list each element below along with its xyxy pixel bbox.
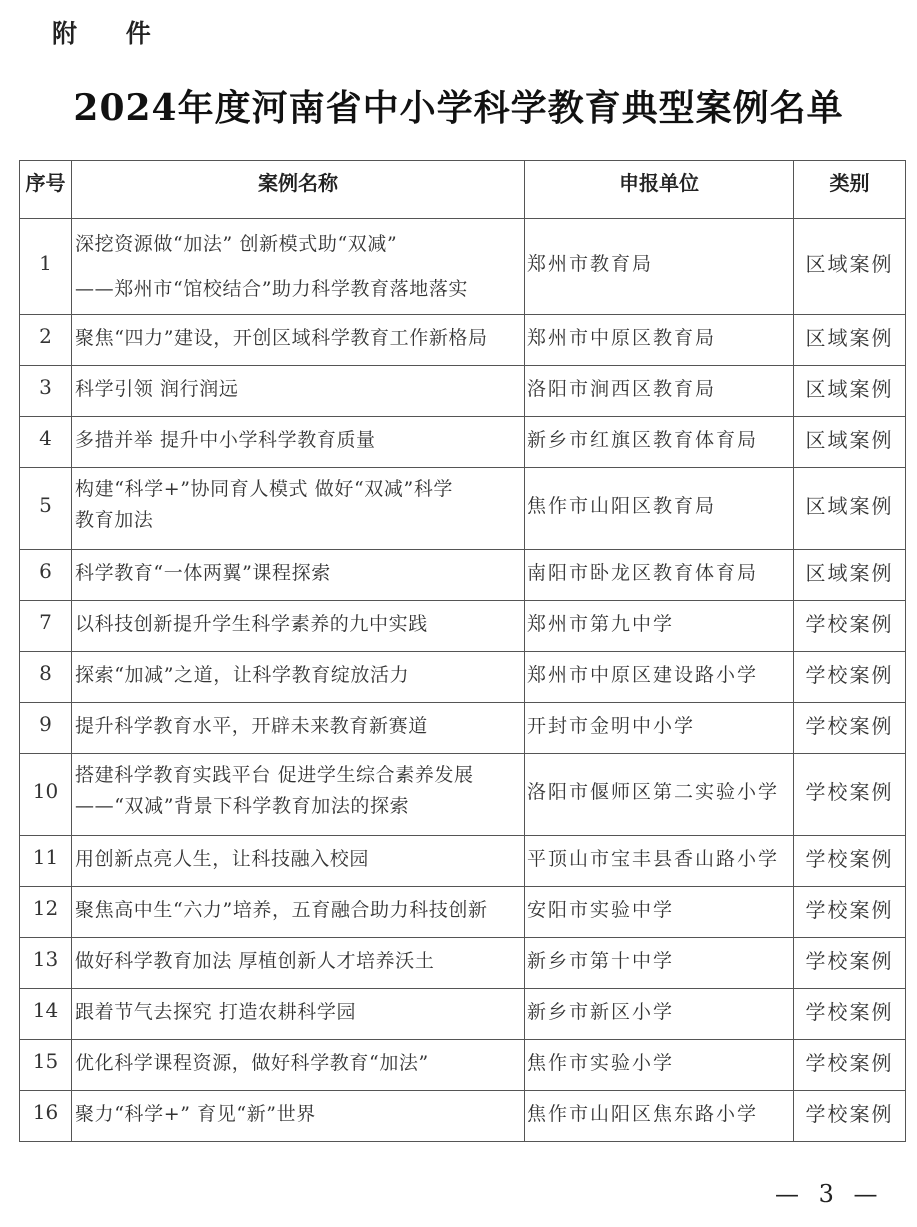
- applicant-unit: 平顶山市宝丰县香山路小学: [525, 836, 794, 887]
- attachment-label: 附 件: [52, 19, 171, 48]
- case-category: 学校案例: [794, 703, 906, 754]
- applicant-unit: 洛阳市偃师区第二实验小学: [525, 754, 794, 836]
- case-name-line: 做好科学教育加法 厚植创新人才培养沃土: [75, 949, 435, 972]
- table-row: [20, 315, 906, 366]
- applicant-unit: 焦作市山阳区焦东路小学: [525, 1091, 794, 1142]
- row-number: 12: [20, 887, 72, 938]
- row-number: 8: [20, 652, 72, 703]
- case-name: [72, 652, 525, 703]
- case-name: [72, 836, 525, 887]
- table-row: [20, 836, 906, 887]
- table-row: [20, 754, 906, 836]
- case-name: [72, 754, 525, 836]
- case-name: [72, 703, 525, 754]
- case-category: 区域案例: [794, 219, 906, 315]
- case-name: [72, 938, 525, 989]
- table-row: [20, 1091, 906, 1142]
- case-name: [72, 219, 525, 315]
- case-name-line: 聚焦高中生“六力”培养，五育融合助力科技创新: [75, 898, 488, 921]
- row-number: 2: [20, 315, 72, 366]
- row-number: 5: [20, 468, 72, 550]
- case-category: 区域案例: [794, 315, 906, 366]
- case-category: 学校案例: [794, 836, 906, 887]
- row-number: 10: [20, 754, 72, 836]
- case-category: 学校案例: [794, 887, 906, 938]
- case-name: [72, 887, 525, 938]
- applicant-unit: 新乡市新区小学: [525, 989, 794, 1040]
- row-number: 3: [20, 366, 72, 417]
- case-category: 学校案例: [794, 601, 906, 652]
- table-row: [20, 366, 906, 417]
- row-number: 11: [20, 836, 72, 887]
- applicant-unit: 安阳市实验中学: [525, 887, 794, 938]
- case-name: [72, 315, 525, 366]
- row-number: 16: [20, 1091, 72, 1142]
- case-name-line: 以科技创新提升学生科学素养的九中实践: [75, 612, 428, 635]
- case-name: [72, 989, 525, 1040]
- applicant-unit: 郑州市中原区教育局: [525, 315, 794, 366]
- case-category: 区域案例: [794, 417, 906, 468]
- table-row: [20, 1040, 906, 1091]
- case-category: 区域案例: [794, 550, 906, 601]
- applicant-unit: 南阳市卧龙区教育体育局: [525, 550, 794, 601]
- case-name-line: 科学教育“一体两翼”课程探索: [75, 561, 331, 584]
- case-category: 学校案例: [794, 1040, 906, 1091]
- case-name: [72, 1091, 525, 1142]
- header-no: 序号: [20, 161, 72, 219]
- table-row: [20, 703, 906, 754]
- header-unit: 申报单位: [525, 161, 794, 219]
- row-number: 6: [20, 550, 72, 601]
- case-name-line: 多措并举 提升中小学科学教育质量: [75, 428, 376, 451]
- header-name: 案例名称: [72, 161, 525, 219]
- case-name-line: 搭建科学教育实践平台 促进学生综合素养发展: [75, 763, 474, 786]
- case-category: 学校案例: [794, 754, 906, 836]
- page-number: — 3 —: [775, 1180, 884, 1208]
- case-category: 学校案例: [794, 652, 906, 703]
- row-number: 9: [20, 703, 72, 754]
- applicant-unit: 郑州市教育局: [525, 219, 794, 315]
- row-number: 13: [20, 938, 72, 989]
- table-row: [20, 468, 906, 550]
- table-row: [20, 938, 906, 989]
- case-name-line: 用创新点亮人生，让科技融入校园: [75, 847, 370, 870]
- applicant-unit: 焦作市山阳区教育局: [525, 468, 794, 550]
- case-name: [72, 550, 525, 601]
- table-header-row: [20, 161, 906, 219]
- case-name-line: 构建“科学+”协同育人模式 做好“双减”科学: [75, 477, 454, 500]
- row-number: 7: [20, 601, 72, 652]
- table-row: [20, 887, 906, 938]
- case-name-line: 聚力“科学+” 育见“新”世界: [75, 1102, 316, 1125]
- case-name: [72, 601, 525, 652]
- table-row: [20, 601, 906, 652]
- case-name-line: 聚焦“四力”建设，开创区域科学教育工作新格局: [75, 326, 488, 349]
- case-name-line: 教育加法: [75, 508, 154, 531]
- table-row: [20, 652, 906, 703]
- applicant-unit: 新乡市红旗区教育体育局: [525, 417, 794, 468]
- table-row: [20, 550, 906, 601]
- applicant-unit: 新乡市第十中学: [525, 938, 794, 989]
- row-number: 1: [20, 219, 72, 315]
- row-number: 14: [20, 989, 72, 1040]
- header-category: 类别: [794, 161, 906, 219]
- applicant-unit: 焦作市实验小学: [525, 1040, 794, 1091]
- row-number: 4: [20, 417, 72, 468]
- case-category: 学校案例: [794, 989, 906, 1040]
- case-name: [72, 417, 525, 468]
- case-name-line: ——郑州市“馆校结合”助力科学教育落地落实: [75, 277, 469, 300]
- case-category: 区域案例: [794, 366, 906, 417]
- applicant-unit: 洛阳市涧西区教育局: [525, 366, 794, 417]
- case-category: 学校案例: [794, 1091, 906, 1142]
- table-row: [20, 417, 906, 468]
- row-number: 15: [20, 1040, 72, 1091]
- case-name: [72, 366, 525, 417]
- table-row: [20, 989, 906, 1040]
- case-category: 区域案例: [794, 468, 906, 550]
- case-name: [72, 1040, 525, 1091]
- case-category: 学校案例: [794, 938, 906, 989]
- case-name-line: 提升科学教育水平，开辟未来教育新赛道: [75, 714, 428, 737]
- case-name-line: 科学引领 润行润远: [75, 377, 239, 400]
- case-name-line: 跟着节气去探究 打造农耕科学园: [75, 1000, 357, 1023]
- case-name-line: ——“双减”背景下科学教育加法的探索: [75, 794, 410, 817]
- case-list-table: [19, 160, 906, 1142]
- applicant-unit: 开封市金明中小学: [525, 703, 794, 754]
- case-name-line: 深挖资源做“加法” 创新模式助“双减”: [75, 232, 398, 255]
- applicant-unit: 郑州市第九中学: [525, 601, 794, 652]
- case-name: [72, 468, 525, 550]
- page-title: 2024年度河南省中小学科学教育典型案例名单: [73, 87, 844, 129]
- case-name-line: 优化科学课程资源，做好科学教育“加法”: [75, 1051, 429, 1074]
- applicant-unit: 郑州市中原区建设路小学: [525, 652, 794, 703]
- table-row: [20, 219, 906, 315]
- case-name-line: 探索“加减”之道，让科学教育绽放活力: [75, 663, 410, 686]
